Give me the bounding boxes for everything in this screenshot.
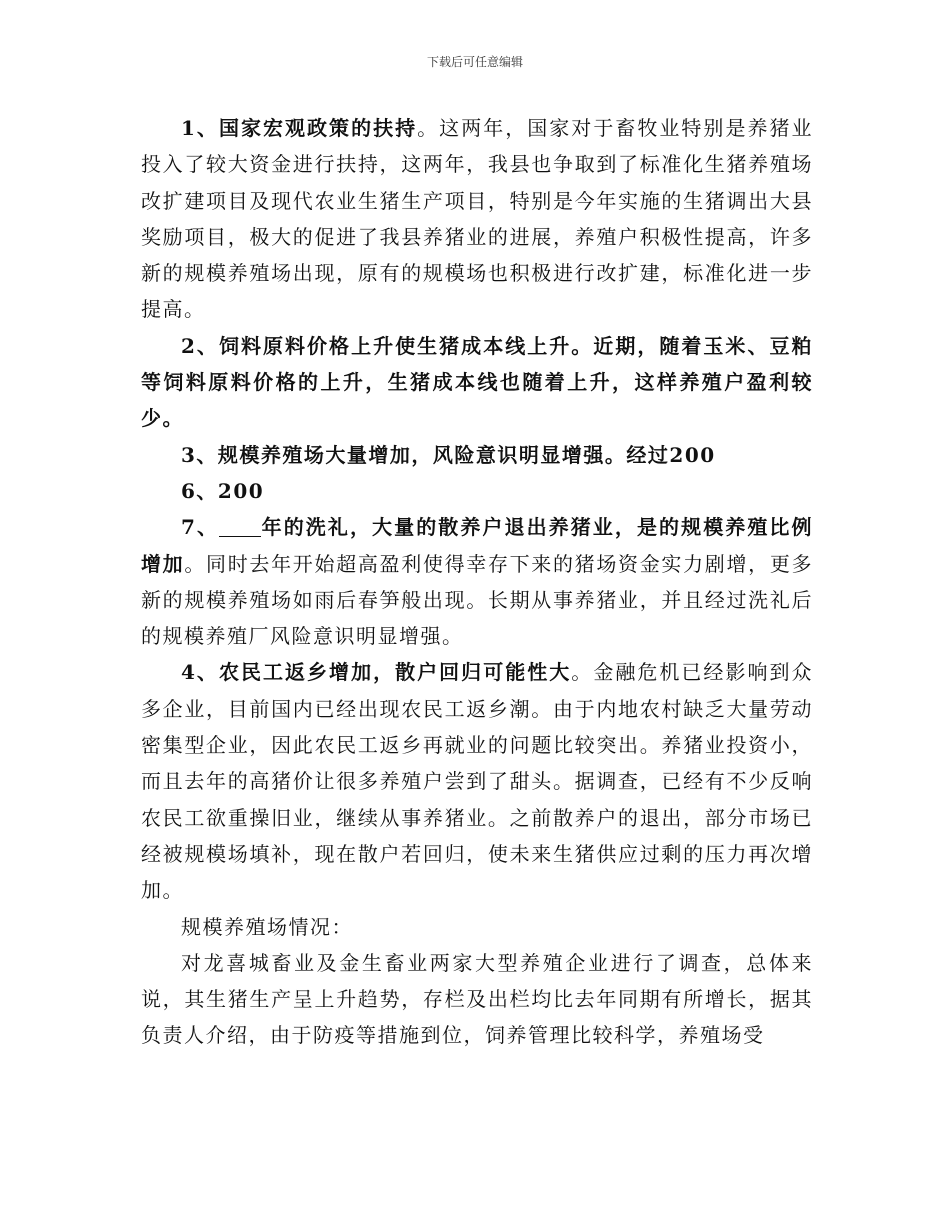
paragraph-text: 规模养殖场情况：: [181, 914, 353, 939]
paragraph-heading: 3、规模养殖场大量增加，风险意识明显增强。经过200: [181, 442, 716, 467]
paragraph-text: 。金融危机已经影响到众多企业，目前国内已经出现农民工返乡潮。由于内地农村缺乏大量劳动密集型企业，因此农民工返乡再就业的问题比较突出。养猪业投资小，而且去年的高猪价让很多养殖户尝到了甜头。据调查，已经有不少反响农民工欲重操旧业，继续从事养猪业。之前散养户的退出，部分市场已经被规模场填补，现在散户若回归，使未来生猪供应过剩的压力再次增加。: [141, 660, 814, 903]
paragraph-text: 。这两年，国家对于畜牧业特别是养猪业投入了较大资金进行扶持，这两年，我县也争取到了标准化生猪养殖场改扩建项目及现代农业生猪生产项目，特别是今年实施的生猪调出大县奖励项目，极大的促进了我县养猪业的进展，养殖户积极性提高，许多新的规模养殖场出现，原有的规模场也积极进行改扩建，标准化进一步提高。: [141, 116, 814, 322]
paragraph-heading: 6、200: [181, 478, 265, 503]
paragraph-heading: 1、国家宏观政策的扶持: [181, 116, 418, 140]
paragraph-migrant-workers: [141, 654, 813, 908]
paragraph-text: 对龙喜城畜业及金生畜业两家大型养殖企业进行了调查，总体来说，其生猪生产呈上升趋势，存栏及出栏均比去年同期有所增长，据其负责人介绍，由于防疫等措施到位，饲养管理比较科学，养殖场受: [141, 950, 813, 1048]
paragraph-heading: 年的洗礼，大量的散养户退出养猪业，是的规模养殖比例增加: [141, 515, 814, 576]
paragraph-item-7: [141, 509, 813, 654]
paragraph-item-6: [141, 473, 813, 509]
paragraph-heading: 4、农民工返乡增加，散户回归可能性大: [181, 660, 572, 685]
blank-underline: [219, 516, 261, 537]
paragraph-heading-prefix: 7、: [181, 515, 220, 540]
page-header: 下载后可任意编辑: [426, 55, 523, 69]
paragraph-farm-survey: [141, 945, 813, 1054]
paragraph-feed-prices: [141, 328, 813, 437]
paragraph-farm-situation-title: [141, 909, 813, 945]
paragraph-heading: 2、饲料原料价格上升使生猪成本线上升。近期，随着玉米、豆粕等饲料原料价格的上升，生猪成本线也随着上升，这样养殖户盈利较少。: [141, 333, 813, 431]
paragraph-risk-awareness: [141, 437, 813, 473]
paragraph-text: 。同时去年开始超高盈利使得幸存下来的猪场资金实力剧增，更多新的规模养殖场如雨后春笋般出现。长期从事养猪业，并且经过洗礼后的规模养殖厂风险意识明显增强。: [141, 551, 814, 649]
paragraph-policy-support: [141, 110, 813, 328]
document-body: [141, 110, 813, 1054]
